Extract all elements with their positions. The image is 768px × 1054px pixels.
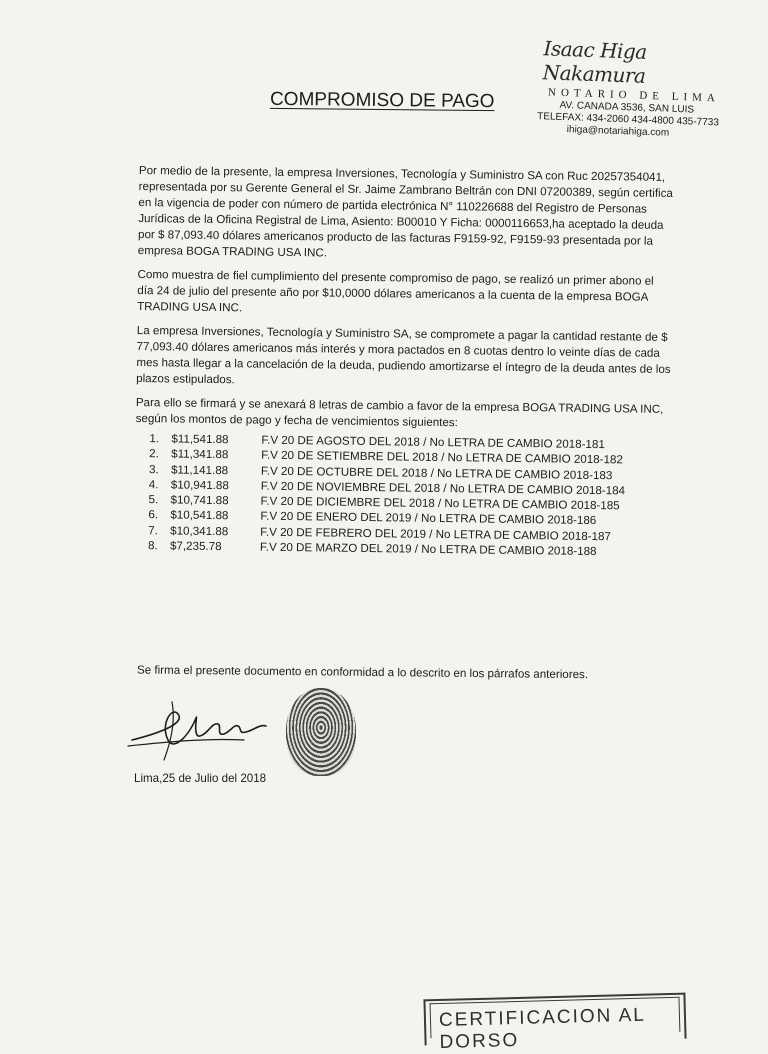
installment-amount: $10,941.88 [170,478,229,493]
installment-number: 1. [149,432,160,446]
notary-stamp [533,36,726,141]
installment-number: 6. [148,508,159,522]
paragraph-first-payment: Como muestra de fiel cumplimiento del presente compromiso de pago, se realizó un primer abono el día 24 de julio del presente año por $10,0000 dólares americanos a la cuenta de la empresa BOGA TRADING USA INC. [137,267,654,315]
installment-number: 4. [148,478,159,492]
notary-name: Isaac Higa Nakamura [542,36,648,88]
installment-number: 2. [149,447,159,461]
installment-amount: $10,541.88 [170,508,229,523]
handwritten-signature [126,694,276,764]
closing-statement: Se firma el presente documento en conformidad a lo descrito en los párrafos anteriores. [136,663,589,682]
installment-detail: F.V 20 DE SETIEMBRE DEL 2018 / No LETRA DE CAMBIO 2018-182 [261,448,623,467]
installment-list [148,431,671,560]
document-body [134,163,674,560]
installment-detail: F.V 20 DE NOVIEMBRE DEL 2018 / No LETRA DE CAMBIO 2018-184 [260,479,626,498]
installment-amount: $10,341.88 [170,524,229,538]
installment-detail: F.V 20 DE AGOSTO DEL 2018 / No LETRA DE CAMBIO 2018-181 [261,433,605,452]
installment-amount: $11,541.88 [171,432,229,447]
fingerprint [286,688,356,776]
installment-amount: $10,741.88 [170,493,229,508]
installment-detail: F.V 20 DE DICIEMBRE DEL 2018 / No LETRA DE CAMBIO 2018-185 [260,494,620,513]
installment-amount: $11,341.88 [171,447,229,462]
installment-detail: F.V 20 DE OCTUBRE DEL 2018 / No LETRA DE CAMBIO 2018-183 [260,464,613,482]
paragraph-intro: Por medio de la presente, la empresa Inversiones, Tecnología y Suministro SA con Ruc 20257354041, representada por su Gerente General el Sr. Jaime Zambrano Beltrán con DNI 07200389, según certifica en la vigencia de poder con número de partida electrónica N° 110226688 del Registro de Personas Jurídicas de la Oficina Registral de Lima, Asiento: B00010 Y Ficha: 0000116653,ha aceptado la deuda por $ 87,093.40 dólares americanos producto de las facturas F9159-92, F9159-93 presentada por la empresa BOGA TRADING USA INC. [137,163,673,260]
notary-address: AV. CANADA 3536, SAN LUIS [559,99,695,116]
paragraph-commitment: La empresa Inversiones, Tecnología y Suministro SA, se compromete a pagar la cantidad restante de $ 77,093.40 dólares americanos más interés y mora pactados en 8 cuotas dentro lo veinte días de cada mes hasta llegar a la cancelación de la deuda, pudiendo amortizarse el íntegro de la deuda antes de los plazos estipulados. [136,323,671,387]
notary-email: ihiga@notariahiga.com [566,124,670,139]
certification-stamp-text: CERTIFICACION AL DORSO [430,997,681,1039]
installment-number: 5. [148,493,159,507]
installment-amount: $11,141.88 [170,463,229,477]
installment-detail: F.V 20 DE FEBRERO DEL 2019 / No LETRA DE CAMBIO 2018-187 [260,525,611,543]
notary-title: NOTARIO DE LIMA [547,86,721,105]
document-title: COMPROMISO DE PAGO [269,88,495,113]
certification-stamp [423,993,686,1054]
installment-number: 8. [147,539,158,553]
installment-detail: F.V 20 DE ENERO DEL 2019 / No LETRA DE CAMBIO 2018-186 [260,510,597,528]
installment-number: 3. [148,462,159,476]
paragraph-bills: Para ello se firmará y se anexará 8 letras de cambio a favor de la empresa BOGA TRADING USA INC, según los montos de pago y fecha de vencimientos siguientes: [135,395,664,430]
signing-date: Lima,25 de Julio del 2018 [134,772,267,785]
installment-detail: F.V 20 DE MARZO DEL 2019 / No LETRA DE CAMBIO 2018-188 [259,540,597,559]
installment-amount: $7,235.78 [169,539,222,554]
notary-phones: TELEFAX: 434-2060 434-4800 435-7733 [536,111,720,129]
installment-number: 7. [148,523,158,538]
